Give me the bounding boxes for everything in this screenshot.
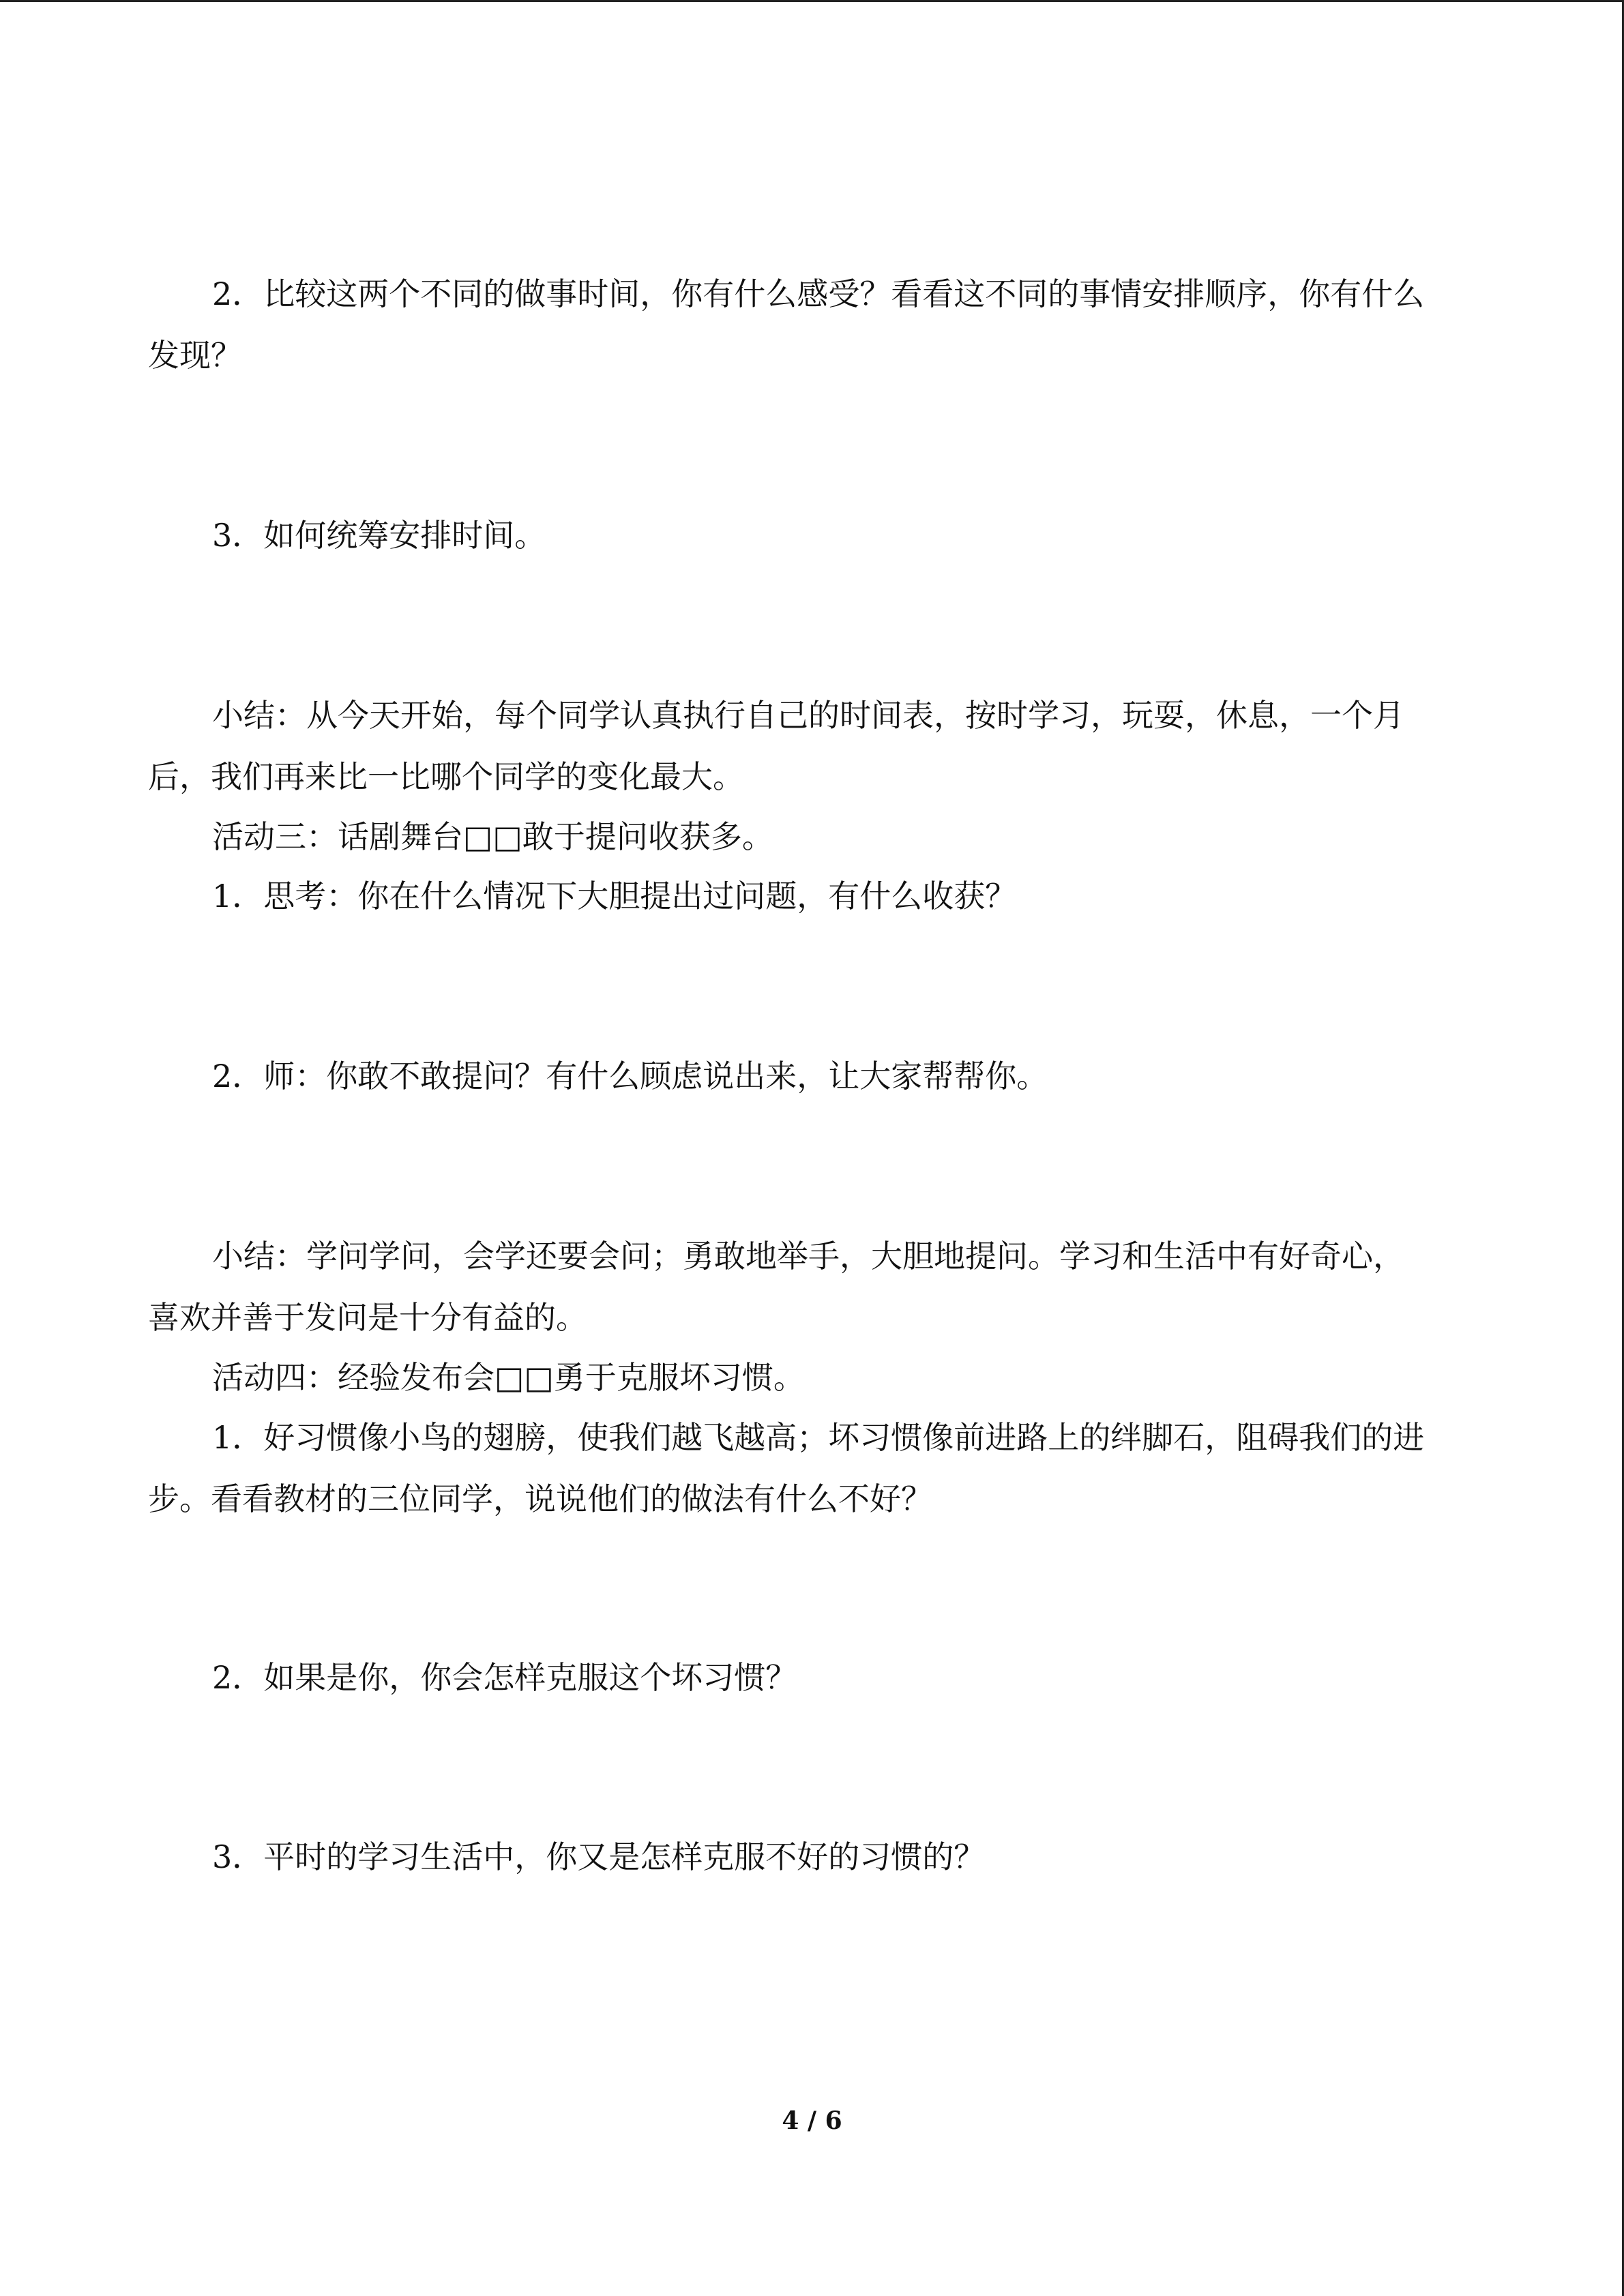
paragraph-good-habits-line1: 1．好习惯像小鸟的翅膀，使我们越飞越高；坏习惯像前进路上的绊脚石，阻碍我们的进 xyxy=(212,1419,1425,1456)
paragraph-compare-time-line1: 2．比较这两个不同的做事时间，你有什么感受？看看这不同的事情安排顺序，你有什么 xyxy=(212,275,1425,312)
heading-activity-three: 活动三：话剧舞台□□敢于提问收获多。 xyxy=(212,818,773,855)
page-number: 4 / 6 xyxy=(782,2106,842,2135)
paragraph-compare-time-line2: 发现？ xyxy=(148,337,242,374)
paragraph-summary-timetable-line1: 小结：从今天开始，每个同学认真执行自己的时间表，按时学习，玩耍，休息，一个月 xyxy=(212,697,1404,734)
paragraph-good-habits-line2: 步。看看教材的三位同学，说说他们的做法有什么不好？ xyxy=(148,1480,932,1517)
paragraph-summary-ask-line1: 小结：学问学问，会学还要会问；勇敢地举手，大胆地提问。学习和生活中有好奇心， xyxy=(212,1238,1404,1274)
paragraph-think-question: 1．思考：你在什么情况下大胆提出过问题，有什么收获？ xyxy=(212,878,1017,914)
paragraph-arrange-time: 3．如何统筹安排时间。 xyxy=(212,517,546,554)
page-top-border xyxy=(0,0,1624,2)
heading-activity-four: 活动四：经验发布会□□勇于克服坏习惯。 xyxy=(212,1359,805,1396)
paragraph-summary-timetable-line2: 后，我们再来比一比哪个同学的变化最大。 xyxy=(148,758,744,795)
paragraph-teacher-question: 2．师：你敢不敢提问？有什么顾虑说出来，让大家帮帮你。 xyxy=(212,1058,1048,1094)
paragraph-overcome-habit: 2．如果是你，你会怎样克服这个坏习惯？ xyxy=(212,1659,797,1696)
paragraph-summary-ask-line2: 喜欢并善于发问是十分有益的。 xyxy=(148,1299,587,1336)
paragraph-daily-habits: 3．平时的学习生活中，你又是怎样克服不好的习惯的？ xyxy=(212,1838,986,1875)
